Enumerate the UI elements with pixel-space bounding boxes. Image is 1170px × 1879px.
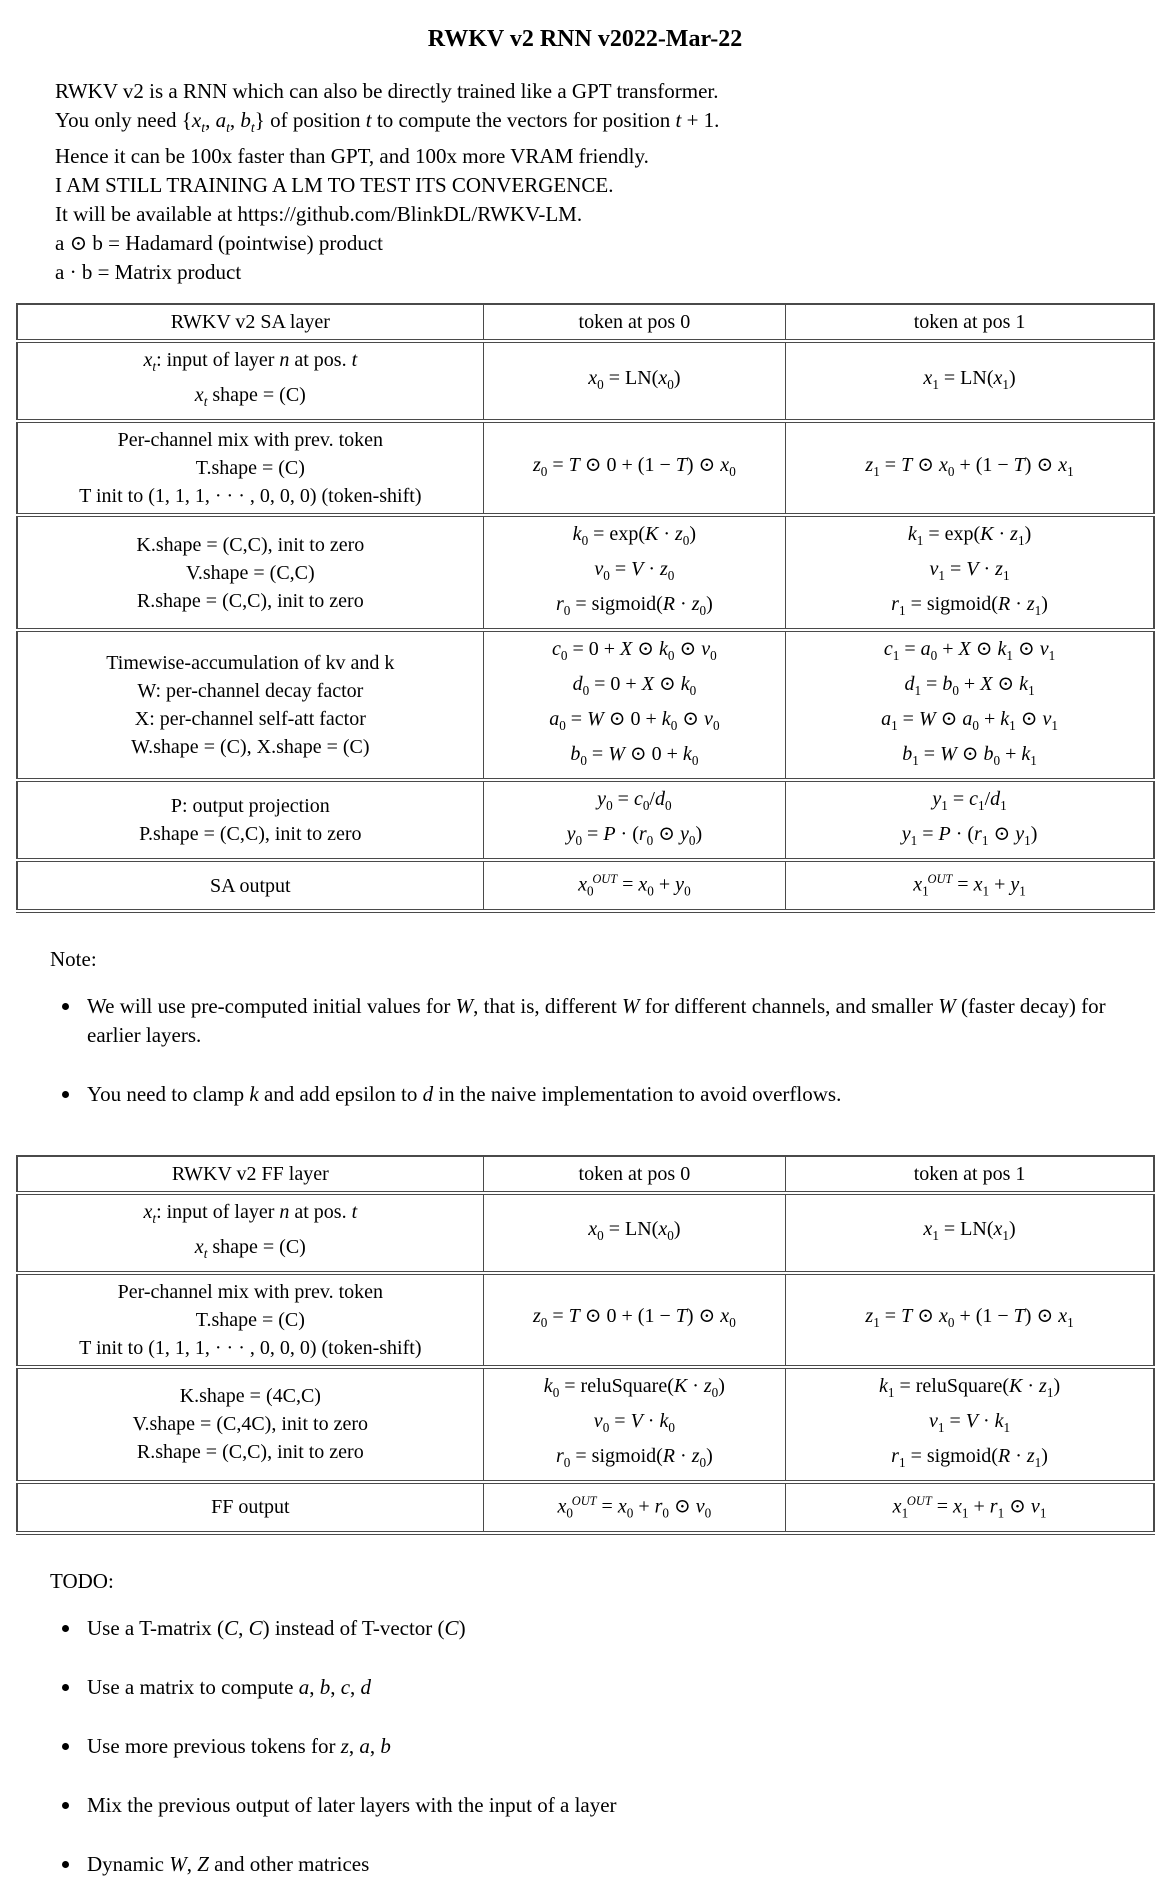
sa-kvr-pos0: $k_0 = \exp(K \cdot z_0)$ $v_0 = V \cdot z_0$ $r_0$ = sigmoid(R · $z_0$)	[483, 515, 785, 630]
ff-layer-table	[16, 1155, 1155, 1535]
note-item-text: You need to clamp k and add epsilon to d in the naive implementation to avoid overflows.	[87, 1081, 842, 1106]
bullet-icon	[62, 1861, 69, 1868]
todo-item	[62, 1850, 1130, 1879]
table-row	[17, 1367, 1154, 1482]
intro-line-hadamard-def: a ⊙ b = Hadamard (pointwise) product	[55, 231, 384, 256]
document-page	[0, 26, 1170, 1879]
todo-item-text: Use a T-matrix (C, C) instead of T-vector (C)	[87, 1615, 466, 1640]
todo-list	[50, 1614, 1170, 1879]
sa-proj-pos1: $y_1 = c_1/d_1$ $y_1 = P \cdot (r_1$ ⊙ $y_1$)	[786, 780, 1154, 860]
note-heading: Note:	[50, 946, 97, 971]
ff-mix-desc: Per-channel mix with prev. token T.shape = (C) T init to (1, 1, 1, · · · , 0, 0, 0) (token-shift)	[17, 1273, 483, 1367]
intro-line-repo-url: It will be available at https://github.com/BlinkDL/RWKV-LM.	[55, 202, 583, 227]
ff-mix-pos0: $z_0 = T$ ⊙ 0 + (1 − T) ⊙ $x_0$	[483, 1273, 785, 1367]
table-row	[17, 341, 1154, 421]
ff-header-row	[17, 1156, 1154, 1193]
sa-layer-table	[16, 303, 1155, 913]
bullet-icon	[62, 1625, 69, 1632]
bullet-icon	[62, 1091, 69, 1098]
bullet-icon	[62, 1743, 69, 1750]
ff-mix-pos1: $z_1 = T$ ⊙ $x_0 + (1 - T)$ ⊙ $x_1$	[786, 1273, 1154, 1367]
ff-input-pos1: $x_1 = LN(x_1)$	[786, 1193, 1154, 1273]
note-item	[62, 1080, 1130, 1109]
sa-header-layer: RWKV v2 SA layer	[17, 304, 483, 341]
sa-output-desc: SA output	[17, 860, 483, 911]
ff-header-pos0: token at pos 0	[483, 1156, 785, 1193]
sa-header-row	[17, 304, 1154, 341]
intro-line-matrix-def: a · b = Matrix product	[55, 260, 242, 285]
todo-item	[62, 1614, 1130, 1643]
sa-mix-pos0: $z_0 = T$ ⊙ 0 + (1 − T) ⊙ $x_0$	[483, 421, 785, 515]
ff-output-desc: FF output	[17, 1482, 483, 1533]
sa-accum-pos1: $c_1 = a_0 + X$ ⊙ $k_1$ ⊙ $v_1$ $d_1 = b_0 + X$ ⊙ $k_1$ $a_1 = W$ ⊙ $a_0 + k_1$ ⊙ $v_1$ $b_1 = W$ ⊙ $b_0 + k_1$	[786, 630, 1154, 780]
sa-kvr-pos1: $k_1 = \exp(K \cdot z_1)$ $v_1 = V \cdot z_1$ $r_1$ = sigmoid(R · $z_1$)	[786, 515, 1154, 630]
intro-line-1: RWKV v2 is a RNN which can also be directly trained like a GPT transformer.	[55, 79, 719, 103]
sa-accum-pos0: $c_0 = 0 + X$ ⊙ $k_0$ ⊙ $v_0$ $d_0 = 0 + X$ ⊙ $k_0$ $a_0 = W$ ⊙ $0 + k_0$ ⊙ $v_0$ $b_0 = W$ ⊙ $0 + k_0$	[483, 630, 785, 780]
sa-kvr-desc: K.shape = (C,C), init to zero V.shape = (C,C) R.shape = (C,C), init to zero	[17, 515, 483, 630]
table-row	[17, 860, 1154, 911]
ff-header-pos1: token at pos 1	[786, 1156, 1154, 1193]
bullet-icon	[62, 1003, 69, 1010]
table-row	[17, 1482, 1154, 1533]
document-title: RWKV v2 RNN v2022-Mar-22	[427, 26, 743, 52]
sa-output-pos1: $x_1^{OUT} = x_1 + y_1$	[786, 860, 1154, 911]
sa-proj-desc: P: output projection P.shape = (C,C), init to zero	[17, 780, 483, 860]
table-row	[17, 780, 1154, 860]
sa-header-pos0: token at pos 0	[483, 304, 785, 341]
todo-item-text: Mix the previous output of later layers with the input of a layer	[87, 1792, 617, 1817]
intro-line-3: Hence it can be 100x faster than GPT, and 100x more VRAM friendly.	[55, 144, 649, 169]
todo-item	[62, 1732, 1130, 1761]
sa-output-pos0: $x_0^{OUT} = x_0 + y_0$	[483, 860, 785, 911]
note-item	[62, 992, 1130, 1050]
ff-output-pos0: $x_0^{OUT} = x_0 + r_0$ ⊙ $v_0$	[483, 1482, 785, 1533]
sa-mix-desc: Per-channel mix with prev. token T.shape = (C) T init to (1, 1, 1, · · · , 0, 0, 0) (token-shift)	[17, 421, 483, 515]
sa-mix-pos1: $z_1 = T$ ⊙ $x_0 + (1 - T)$ ⊙ $x_1$	[786, 421, 1154, 515]
intro-line-4: I AM STILL TRAINING A LM TO TEST ITS CONVERGENCE.	[55, 173, 614, 198]
sa-input-pos0: $x_0 = LN(x_0)$	[483, 341, 785, 421]
todo-heading: TODO:	[50, 1568, 114, 1593]
bullet-icon	[62, 1802, 69, 1809]
sa-proj-pos0: $y_0 = c_0/d_0$ $y_0 = P \cdot (r_0$ ⊙ $y_0$)	[483, 780, 785, 860]
note-list	[50, 992, 1170, 1109]
table-row	[17, 515, 1154, 630]
ff-kvr-pos0: $k_0$ = reluSquare(K · $z_0$) $v_0 = V \cdot k_0$ $r_0$ = sigmoid(R · $z_0$)	[483, 1367, 785, 1482]
todo-item-text: Use more previous tokens for z, a, b	[87, 1733, 391, 1758]
table-row	[17, 1193, 1154, 1273]
sa-header-pos1: token at pos 1	[786, 304, 1154, 341]
ff-kvr-desc: K.shape = (4C,C) V.shape = (C,4C), init to zero R.shape = (C,C), init to zero	[17, 1367, 483, 1482]
todo-item-text: Use a matrix to compute a, b, c, d	[87, 1674, 372, 1699]
table-row	[17, 630, 1154, 780]
table-row	[17, 421, 1154, 515]
sa-accum-desc: Timewise-accumulation of kv and k W: per-channel decay factor X: per-channel self-att factor W.shape = (C), X.shape = (C)	[17, 630, 483, 780]
intro-line-2: You only need {$x_t$, $a_t$, $b_t$} of position t to compute the vectors for position t + 1.	[55, 108, 720, 136]
ff-kvr-pos1: $k_1$ = reluSquare(K · $z_1$) $v_1 = V \cdot k_1$ $r_1$ = sigmoid(R · $z_1$)	[786, 1367, 1154, 1482]
table-row	[17, 1273, 1154, 1367]
todo-item	[62, 1673, 1130, 1702]
todo-item-text: Dynamic W, Z and other matrices	[87, 1851, 370, 1876]
intro-paragraph	[55, 77, 1130, 287]
ff-input-pos0: $x_0 = LN(x_0)$	[483, 1193, 785, 1273]
ff-input-desc: $x_t$: input of layer n at pos. t $x_t$ shape = (C)	[17, 1193, 483, 1273]
todo-item	[62, 1791, 1130, 1820]
sa-input-pos1: $x_1 = LN(x_1)$	[786, 341, 1154, 421]
ff-header-layer: RWKV v2 FF layer	[17, 1156, 483, 1193]
note-item-text: We will use pre-computed initial values for W, that is, different W for different channels, and smaller W (faster decay) for earlier layers.	[87, 993, 1106, 1047]
ff-output-pos1: $x_1^{OUT} = x_1 + r_1$ ⊙ $v_1$	[786, 1482, 1154, 1533]
sa-input-desc: $x_t$: input of layer n at pos. t $x_t$ shape = (C)	[17, 341, 483, 421]
bullet-icon	[62, 1684, 69, 1691]
